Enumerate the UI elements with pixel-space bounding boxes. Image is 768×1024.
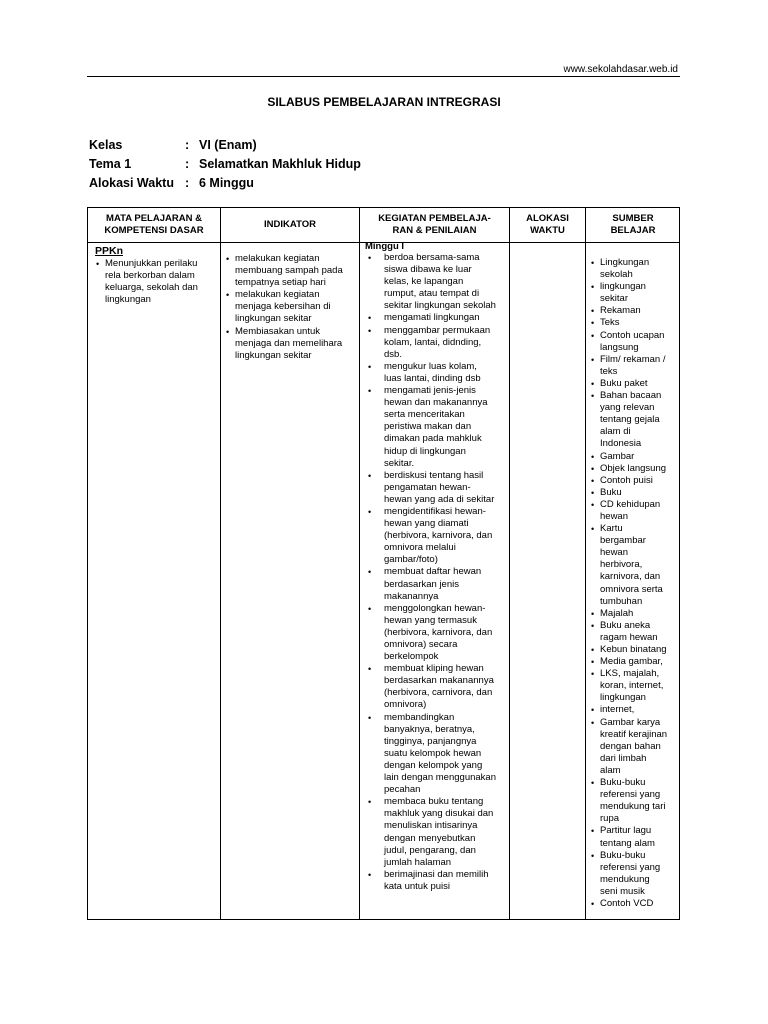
list-item-line: • Teks bbox=[600, 317, 620, 329]
list-item-line: judul, pengarang, dan bbox=[384, 844, 476, 856]
list-item-line: • Rekaman bbox=[600, 305, 641, 317]
list-item-line: • Contoh puisi bbox=[600, 474, 653, 486]
list-item-line: • mengamati jenis-jenis bbox=[384, 385, 476, 397]
list-item-line: • berimajinasi dan memilih bbox=[384, 868, 489, 880]
list-item-line: (herbivora, carnivora, dan bbox=[384, 687, 493, 699]
header-alokasi-waktu bbox=[510, 208, 585, 242]
list-item bbox=[365, 869, 507, 893]
list-item-line: koran, internet, bbox=[600, 680, 664, 692]
kompetensi-column bbox=[95, 245, 217, 306]
header-line: ALOKASI bbox=[526, 213, 569, 224]
list-item bbox=[590, 330, 680, 354]
list-item bbox=[590, 499, 680, 523]
list-item-line: • Buku paket bbox=[600, 377, 648, 389]
list-item-line: membuang sampah pada bbox=[235, 265, 343, 277]
list-item-line: • Gambar bbox=[600, 450, 635, 462]
header-line: KOMPETENSI DASAR bbox=[104, 225, 204, 236]
list-item-line: • Kebun binatang bbox=[600, 644, 667, 655]
list-item bbox=[590, 378, 680, 390]
list-item-line: langsung bbox=[600, 341, 639, 353]
list-item bbox=[590, 523, 680, 608]
list-item-line: karnivora, dan bbox=[600, 571, 661, 583]
list-item-line: hewan yang ada di sekitar bbox=[384, 493, 495, 505]
list-item-line: lingkungan bbox=[105, 294, 151, 306]
list-item bbox=[590, 451, 680, 463]
list-item-line: banyaknya, beratnya, bbox=[384, 723, 475, 735]
header-indikator bbox=[221, 208, 359, 242]
list-item-line: gambar/foto) bbox=[384, 554, 438, 566]
list-item bbox=[365, 325, 507, 361]
document-title: SILABUS PEMBELAJARAN INTREGRASI bbox=[267, 95, 501, 109]
list-item-line: lingkungan bbox=[600, 692, 646, 704]
list-item bbox=[590, 281, 680, 305]
list-item-line: luas lantai, dinding dsb bbox=[384, 372, 481, 384]
column-divider bbox=[220, 208, 221, 919]
syllabus-table bbox=[87, 207, 680, 920]
list-item-line: yang relevan bbox=[600, 402, 655, 414]
list-item-line: Indonesia bbox=[600, 438, 642, 450]
list-item-line: alam di bbox=[600, 426, 631, 438]
list-item-line: • Menunjukkan perilaku bbox=[105, 258, 198, 269]
list-item bbox=[365, 663, 507, 711]
list-item bbox=[590, 487, 680, 499]
list-item-line: • Contoh VCD bbox=[600, 897, 654, 909]
list-item-line: kelas, ke lapangan bbox=[384, 276, 464, 288]
list-item-line: • melakukan kegiatan bbox=[235, 253, 320, 264]
header-line: MATA PELAJARAN & bbox=[106, 213, 202, 224]
list-item-line: kreatif kerajinan bbox=[600, 728, 668, 740]
list-item-line: • membandingkan bbox=[384, 711, 455, 723]
list-item-line: • CD kehidupan bbox=[600, 498, 661, 510]
list-item-line: • berdiskusi tentang hasil bbox=[384, 469, 484, 481]
list-item-line: berdasarkan jenis bbox=[384, 578, 459, 590]
indikator-list bbox=[225, 253, 357, 362]
list-item-line: • Buku bbox=[600, 486, 622, 498]
list-item-line: referensi yang bbox=[600, 789, 661, 801]
list-item-line: sekolah bbox=[600, 269, 633, 281]
list-item bbox=[590, 354, 680, 378]
list-item-line: hidup di lingkungan bbox=[384, 445, 466, 457]
list-item-line: jumlah halaman bbox=[384, 856, 452, 868]
list-item-line: hewan bbox=[600, 510, 628, 522]
list-item-line: • melakukan kegiatan bbox=[235, 289, 320, 301]
list-item-line: • lingkungan bbox=[600, 281, 646, 293]
list-item-line: makanannya bbox=[384, 590, 439, 602]
list-item-line: omnivora) bbox=[384, 699, 427, 711]
list-item-line: tentang alam bbox=[600, 837, 655, 849]
meta-sep: : bbox=[185, 176, 190, 190]
list-item bbox=[365, 603, 507, 663]
kegiatan-list bbox=[365, 252, 507, 893]
list-item bbox=[590, 390, 680, 450]
list-item bbox=[590, 257, 680, 281]
list-item bbox=[365, 712, 507, 797]
list-item-line: mendukung tari bbox=[600, 801, 666, 813]
list-item-line: referensi yang bbox=[600, 861, 661, 873]
list-item-line: • Buku aneka bbox=[600, 619, 651, 631]
list-item-line: pecahan bbox=[384, 784, 421, 796]
sumber-column bbox=[590, 257, 680, 910]
list-item-line: menuliskan intisarinya bbox=[384, 820, 478, 832]
list-item-line: • LKS, majalah, bbox=[600, 668, 660, 680]
meta-sep: : bbox=[185, 157, 190, 171]
list-item-line: hewan dan makanannya bbox=[384, 397, 488, 409]
list-item-line: pengamatan hewan- bbox=[384, 481, 471, 493]
list-item-line: • mengamati lingkungan bbox=[384, 312, 480, 324]
kompetensi-list bbox=[95, 258, 217, 306]
meta-key: Alokasi Waktu bbox=[89, 176, 174, 190]
header-line: SUMBER bbox=[612, 213, 654, 224]
list-item bbox=[365, 796, 507, 869]
website-url: www.sekolahdasar.web.id bbox=[563, 64, 678, 75]
list-item-line: • Majalah bbox=[600, 607, 634, 619]
header-line: KEGIATAN PEMBELAJA- bbox=[378, 213, 491, 224]
column-divider bbox=[359, 208, 360, 919]
list-item bbox=[365, 361, 507, 385]
list-item-line: seni musik bbox=[600, 885, 645, 897]
list-item-line: • membaca buku tentang bbox=[384, 796, 484, 808]
week-label: Minggu I bbox=[365, 241, 405, 252]
list-item bbox=[365, 470, 507, 506]
list-item-line: dimakan pada mahkluk bbox=[384, 433, 482, 445]
column-divider bbox=[509, 208, 510, 919]
meta-value: VI (Enam) bbox=[199, 138, 257, 152]
list-item-line: tentang gejala bbox=[600, 414, 660, 426]
list-item-line: • Buku-buku bbox=[600, 777, 646, 789]
list-item-line: omnivora) secara bbox=[384, 639, 458, 650]
list-item bbox=[590, 317, 680, 329]
list-item-line: keluarga, sekolah dan bbox=[105, 282, 198, 294]
list-item-line: • berdoa bersama-sama bbox=[384, 252, 480, 263]
meta-row bbox=[89, 174, 361, 193]
list-item-line: dengan menyebutkan bbox=[384, 832, 476, 844]
list-item-line: menjaga dan memelihara bbox=[235, 337, 343, 349]
list-item bbox=[590, 656, 680, 668]
list-item-line: • internet, bbox=[600, 704, 635, 716]
list-item bbox=[365, 385, 507, 470]
meta-block bbox=[89, 136, 361, 193]
list-item-line: rumput, atau tempat di bbox=[384, 288, 480, 300]
list-item-line: menjaga kebersihan di bbox=[235, 301, 331, 313]
list-item-line: (herbivora, karnivora, dan bbox=[384, 626, 493, 638]
header-line: BELAJAR bbox=[610, 225, 656, 236]
list-item bbox=[590, 463, 680, 475]
list-item-line: • membuat kliping hewan bbox=[384, 663, 484, 675]
list-item bbox=[590, 668, 680, 704]
meta-value: 6 Minggu bbox=[199, 176, 254, 190]
meta-value: Selamatkan Makhluk Hidup bbox=[199, 157, 361, 171]
list-item-line: • Lingkungan bbox=[600, 257, 650, 268]
list-item-line: peristiwa makan dan bbox=[384, 421, 472, 433]
meta-key: Kelas bbox=[89, 138, 123, 152]
list-item bbox=[590, 305, 680, 317]
list-item-line: • Gambar karya bbox=[600, 716, 661, 728]
list-item bbox=[365, 252, 507, 312]
header-kegiatan bbox=[360, 208, 509, 242]
list-item-line: hewan yang termasuk bbox=[384, 614, 477, 626]
list-item-line: dsb. bbox=[384, 348, 402, 360]
list-item bbox=[225, 326, 357, 362]
list-item-line: teks bbox=[600, 365, 618, 377]
list-item-line: lingkungan sekitar bbox=[235, 313, 312, 325]
list-item-line: hewan yang diamati bbox=[384, 518, 469, 530]
list-item-line: alam bbox=[600, 764, 621, 776]
meta-row bbox=[89, 136, 361, 155]
kegiatan-column bbox=[365, 241, 507, 893]
list-item-line: dengan kelompok yang bbox=[384, 759, 483, 771]
list-item bbox=[225, 289, 357, 325]
list-item bbox=[590, 825, 680, 849]
list-item-line: suatu kelompok hewan bbox=[384, 747, 482, 759]
list-item-line: • mengukur luas kolam, bbox=[384, 360, 477, 372]
list-item-line: siswa dibawa ke luar bbox=[384, 264, 472, 276]
list-item bbox=[95, 258, 217, 306]
list-item bbox=[590, 898, 680, 910]
column-divider bbox=[585, 208, 586, 919]
list-item bbox=[365, 566, 507, 602]
list-item-line: lingkungan sekitar bbox=[235, 349, 312, 361]
list-item-line: lain dengan menggunakan bbox=[384, 772, 496, 784]
list-item-line: sekitar. bbox=[384, 457, 415, 469]
list-item-line: serta menceritakan bbox=[384, 409, 465, 421]
list-item-line: makhluk yang disukai dan bbox=[384, 808, 494, 820]
list-item-line: • Kartu bbox=[600, 523, 623, 535]
list-item-line: • menggolongkan hewan- bbox=[384, 602, 486, 614]
list-item-line: • Membiasakan untuk bbox=[235, 325, 321, 337]
list-item-line: • Media gambar, bbox=[600, 656, 663, 668]
list-item-line: bergambar bbox=[600, 535, 646, 547]
header-sumber-belajar bbox=[586, 208, 680, 242]
list-item-line: • Bahan bacaan bbox=[600, 390, 662, 402]
list-item-line: rupa bbox=[600, 813, 620, 825]
list-item-line: rela berkorban dalam bbox=[105, 270, 195, 282]
sumber-list bbox=[590, 257, 680, 910]
header-mata-pelajaran bbox=[88, 208, 220, 242]
list-item bbox=[590, 475, 680, 487]
list-item-line: omnivora serta bbox=[600, 583, 663, 595]
header-line: RAN & PENILAIAN bbox=[392, 225, 477, 236]
list-item-line: tumbuhan bbox=[600, 595, 643, 607]
list-item-line: sekitar bbox=[600, 293, 628, 305]
list-item-line: ragam hewan bbox=[600, 631, 658, 643]
list-item-line: sekitar lingkungan sekolah bbox=[384, 300, 496, 312]
list-item-line: kolam, lantai, didnding, bbox=[384, 336, 482, 348]
list-item bbox=[225, 253, 357, 289]
list-item bbox=[365, 312, 507, 324]
list-item bbox=[590, 850, 680, 898]
list-item bbox=[590, 777, 680, 825]
list-item bbox=[590, 644, 680, 656]
header-rule bbox=[87, 76, 680, 77]
list-item-line: • membuat daftar hewan bbox=[384, 566, 482, 578]
list-item bbox=[590, 620, 680, 644]
list-item bbox=[590, 717, 680, 777]
list-item bbox=[365, 506, 507, 566]
list-item-line: • Partitur lagu bbox=[600, 825, 652, 837]
list-item-line: (herbivora, karnivora, dan bbox=[384, 530, 493, 542]
meta-key: Tema 1 bbox=[89, 157, 132, 171]
list-item-line: berdasarkan makanannya bbox=[384, 675, 494, 687]
indikator-column bbox=[225, 253, 357, 362]
header-line: WAKTU bbox=[530, 225, 565, 236]
meta-row bbox=[89, 155, 361, 174]
list-item-line: • Film/ rekaman / bbox=[600, 353, 666, 365]
list-item-line: • Contoh ucapan bbox=[600, 329, 665, 341]
list-item-line: omnivora melalui bbox=[384, 542, 456, 554]
list-item bbox=[590, 608, 680, 620]
list-item-line: herbivora, bbox=[600, 559, 643, 571]
list-item-line: dari limbah bbox=[600, 752, 647, 764]
list-item-line: • Objek langsung bbox=[600, 462, 667, 474]
list-item-line: • Buku-buku bbox=[600, 849, 646, 861]
list-item-line: • menggambar permukaan bbox=[384, 324, 491, 336]
list-item-line: tingginya, panjangnya bbox=[384, 735, 477, 747]
subject-label: PPKn bbox=[95, 245, 124, 257]
list-item-line: kata untuk puisi bbox=[384, 880, 451, 892]
list-item-line: dengan bahan bbox=[600, 740, 661, 752]
list-item-line: mendukung bbox=[600, 873, 650, 885]
meta-sep: : bbox=[185, 138, 190, 152]
list-item-line: hewan bbox=[600, 547, 628, 559]
list-item-line: • mengidentifikasi hewan- bbox=[384, 505, 486, 517]
list-item-line: berkelompok bbox=[384, 651, 439, 663]
list-item bbox=[590, 704, 680, 716]
header-line: INDIKATOR bbox=[264, 219, 316, 230]
list-item-line: tempatnya setiap hari bbox=[235, 277, 326, 289]
